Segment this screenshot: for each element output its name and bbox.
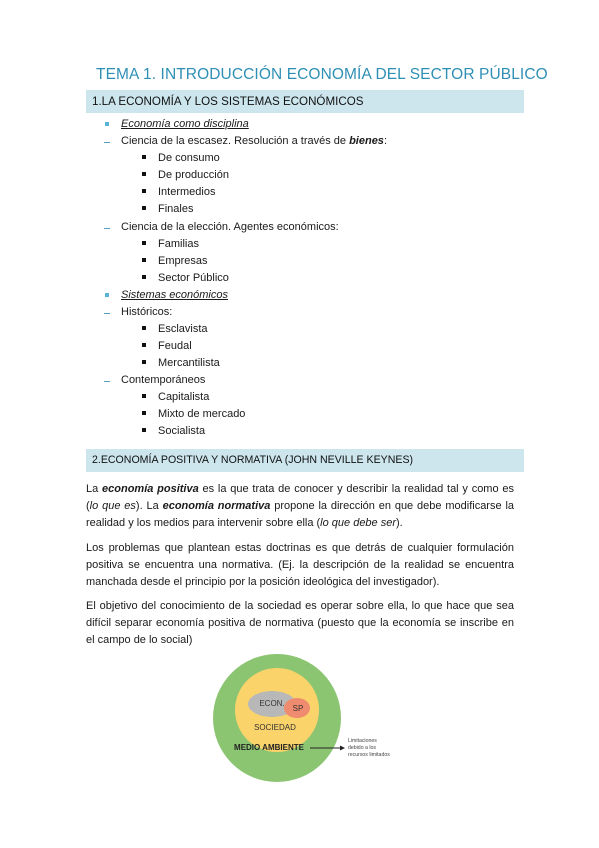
- bullet-marker: [142, 258, 146, 262]
- emphasis-text: economía normativa: [162, 500, 271, 512]
- list-item: Sector Público: [158, 272, 229, 284]
- list-item: Mercantilista: [158, 357, 220, 369]
- bullet-marker: [105, 293, 109, 297]
- sociedad-label: SOCIEDAD: [254, 723, 296, 732]
- list-item: Mixto de mercado: [158, 408, 246, 420]
- bullet-marker: [142, 343, 146, 347]
- list-item: [121, 288, 228, 302]
- paragraph-positiva-normativa: [86, 481, 514, 532]
- list-item-label: Economía como disciplina: [121, 118, 249, 130]
- dash-marker: [104, 228, 110, 229]
- list-item: [121, 117, 249, 131]
- bullet-marker: [142, 241, 146, 245]
- list-item: De producción: [158, 169, 229, 181]
- pointer-arrow-head: [340, 746, 345, 751]
- list-item: Históricos:: [121, 306, 173, 318]
- list-item: De consumo: [158, 152, 220, 164]
- list-item-label: Ciencia de la escasez. Resolución a través de: [121, 135, 350, 147]
- bullet-marker: [142, 394, 146, 398]
- emphasis-text: bienes: [349, 135, 384, 147]
- paragraph-text: propone la dirección en que debe modificarse la realidad y los medios para intervenir sobre ella (: [86, 500, 515, 529]
- bullet-marker: [142, 189, 146, 193]
- dash-marker: [104, 381, 110, 382]
- punctuation: :: [383, 135, 387, 147]
- bullet-marker: [142, 155, 146, 159]
- list-item: Contemporáneos: [121, 374, 206, 386]
- bullet-marker: [142, 411, 146, 415]
- paragraph-text: es la que trata de conocer y describir la realidad tal y como es (: [86, 483, 514, 512]
- paragraph-problemas: Los problemas que plantean estas doctrinas es que detrás de cualquier formulación positiva se encuentra una normativa. (Ej. la descripción de la realidad se encuentra manchada desde el principio por la posición ideológica del investigador).: [86, 542, 514, 588]
- italic-text: lo que debe ser: [320, 517, 397, 529]
- list-item: Familias: [158, 238, 199, 250]
- bullet-marker: [142, 326, 146, 330]
- paragraph-text: ).: [396, 517, 403, 529]
- bullet-marker: [142, 428, 146, 432]
- list-item: Capitalista: [158, 391, 210, 403]
- section-heading-1: 1.LA ECONOMÍA Y LOS SISTEMAS ECONÓMICOS: [86, 90, 524, 113]
- bullet-marker: [142, 206, 146, 210]
- list-item-label: Sistemas económicos: [121, 289, 228, 301]
- dash-marker: [104, 313, 110, 314]
- list-item: Ciencia de la elección. Agentes económicos:: [121, 221, 339, 233]
- list-item: Intermedios: [158, 186, 216, 198]
- diagram-svg: [212, 652, 412, 784]
- list-item: Feudal: [158, 340, 192, 352]
- list-item: Socialista: [158, 425, 206, 437]
- econ-label: ECON.: [259, 699, 285, 708]
- note-line-3: recursos limitados: [348, 752, 390, 758]
- dash-marker: [104, 142, 110, 143]
- note-line-1: Limitaciones: [348, 738, 377, 744]
- page-title: TEMA 1. INTRODUCCIÓN ECONOMÍA DEL SECTOR PÚBLICO: [96, 66, 548, 83]
- emphasis-text: economía positiva: [102, 483, 199, 495]
- bullet-marker: [105, 122, 109, 126]
- medio-ambiente-label: MEDIO AMBIENTE: [234, 743, 304, 752]
- list-item: [121, 134, 387, 148]
- list-item: Finales: [158, 203, 194, 215]
- section-heading-2: 2.ECONOMÍA POSITIVA Y NORMATIVA (JOHN NEVILLE KEYNES): [86, 449, 524, 472]
- paragraph-text: ). La: [135, 500, 163, 512]
- paragraph-objetivo: El objetivo del conocimiento de la sociedad es operar sobre ella, lo que hace que sea difícil separar economía positiva de normativa (puesto que la economía se inscribe en el campo de lo social): [86, 600, 514, 646]
- bullet-marker: [142, 275, 146, 279]
- bullet-marker: [142, 360, 146, 364]
- italic-text: lo que es: [89, 500, 136, 512]
- list-item: Esclavista: [158, 323, 208, 335]
- paragraph-text: La: [86, 483, 103, 495]
- bullet-marker: [142, 172, 146, 176]
- sp-label: SP: [292, 704, 304, 713]
- note-line-2: debido a los: [348, 745, 376, 751]
- nested-circles-diagram: [212, 652, 412, 784]
- list-item: Empresas: [158, 255, 208, 267]
